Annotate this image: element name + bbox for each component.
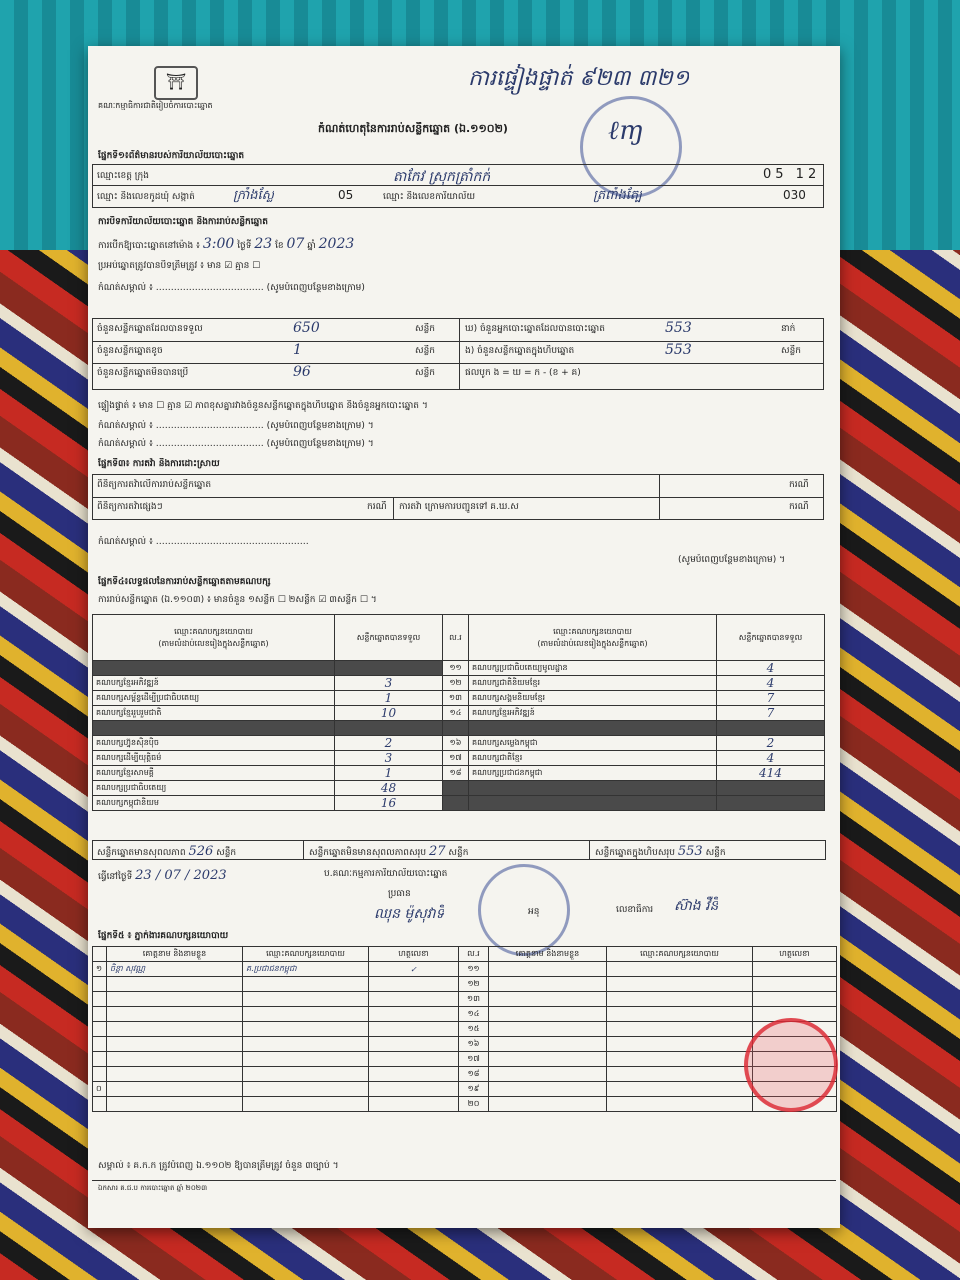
party-name: គណបក្សដើម្បីយុត្តិធម៌ <box>93 751 335 766</box>
agents-col-party: ឈ្មោះគណបក្សនយោបាយ <box>243 947 369 962</box>
secretary-signature: ស៊ាង វឺនី <box>674 898 719 914</box>
agent-no <box>93 992 107 1007</box>
note-line-1: កំណត់សម្គាល់ ៖ ……………………………… (សូមបំពេញបន្ថែមខាងក្រោម) ។ <box>98 421 374 431</box>
party-votes: 414 <box>717 766 825 781</box>
section4-title: ផ្នែកទី៤៖លទ្ធផលនៃការរាប់សន្លឹកឆ្នោតតាមគណបក្ស <box>98 577 271 587</box>
party-votes: 7 <box>717 706 825 721</box>
agent-no-right: ១៩ <box>459 1082 489 1097</box>
agents-col-party-r: ឈ្មោះគណបក្សនយោបាយ <box>607 947 753 962</box>
party-votes: 48 <box>335 781 443 796</box>
col-party-left: ឈ្មោះគណបក្សនយោបាយ (តាមលំដាប់លេខរៀងក្នុងសន្លឹកឆ្នោត) <box>93 615 335 661</box>
complaint-row2b-unit: ករណី <box>789 502 809 512</box>
nec-logo-icon: ⛩ <box>154 66 198 100</box>
count-value: 1 <box>293 342 302 358</box>
agent-row <box>93 1082 837 1097</box>
agents-col-name: គោត្តនាម និងនាមខ្លួន <box>107 947 243 962</box>
party-votes <box>335 661 443 676</box>
footer-note: សម្គាល់ ៖ គ.ក.ក ត្រូវបំពេញ ឯ.១១០២ ឱ្យបានត្រឹមត្រូវ ចំនួន ៣ច្បាប់ ។ <box>98 1161 339 1171</box>
agents-title: ផ្នែកទី៥ ៖ ភ្នាក់ងារគណបក្សនយោបាយ <box>98 931 229 941</box>
agent-party-right <box>607 1007 753 1022</box>
result-row <box>93 706 825 721</box>
agent-party-right <box>607 977 753 992</box>
agent-signature <box>369 977 459 992</box>
section1-title: ផ្នែកទី១៖ព័ត៌មានរបស់ការិយាល័យបោះឆ្នោត <box>98 151 245 161</box>
party-name: គណបក្សហ្វ៊ុនស៊ិនប៉ិច <box>93 736 335 751</box>
agent-no <box>93 1037 107 1052</box>
agent-name-right <box>489 977 607 992</box>
agent-row <box>93 1037 837 1052</box>
agent-signature <box>369 1052 459 1067</box>
agent-signature <box>369 1007 459 1022</box>
form-title: កំណត់ហេតុនៃការរាប់សន្លឹកឆ្នោត (ឯ.១១០២) <box>318 122 508 135</box>
party-name: គណបក្សប្រជាជនកម្ពុជា <box>469 766 717 781</box>
province-value: តាកែវ ស្រុកត្រាំកក់ <box>393 169 491 185</box>
agent-signature <box>369 1022 459 1037</box>
party-name: គណបក្សខ្មែរអភិវឌ្ឍន៍ <box>469 706 717 721</box>
agent-no-right: ១៥ <box>459 1022 489 1037</box>
party-votes: 2 <box>335 736 443 751</box>
party-votes: 4 <box>717 676 825 691</box>
agent-signature <box>369 1037 459 1052</box>
col-no: ល.រ <box>443 615 469 661</box>
invalid-total: សន្លឹកឆ្នោតមិនមានសុពលភាពសរុប 27 សន្លឹក <box>309 844 469 859</box>
agent-party <box>243 1082 369 1097</box>
agent-name <box>107 1022 243 1037</box>
agent-name: ចិន្តា សុវណ្ណ <box>107 962 243 977</box>
party-no: ១២ <box>443 676 469 691</box>
section4-line: ការរាប់សន្លឹកឆ្នោត (ឯ.១១០៣) ៖ មានចំនួន ១សន្លឹក ☐ ២សន្លឹក ☑ ៣សន្លឹក ☐ ។ <box>98 595 377 605</box>
agent-party <box>243 992 369 1007</box>
station-value: ត្រពាំងត្បែ <box>593 188 643 203</box>
complaint-row2a-unit: ករណី <box>367 502 387 512</box>
party-votes: 10 <box>335 706 443 721</box>
agent-no-right: ១២ <box>459 977 489 992</box>
date-year: 2023 <box>318 236 355 252</box>
agent-name-right <box>489 962 607 977</box>
party-votes: 1 <box>335 766 443 781</box>
commune-value: ក្រាំងស្លែ <box>233 188 275 203</box>
result-row <box>93 766 825 781</box>
party-name: គណបក្សខ្មែររួបរួមជាតិ <box>93 706 335 721</box>
complaints-box <box>92 474 824 520</box>
agent-signature-right <box>753 977 837 992</box>
result-row <box>93 781 825 796</box>
agent-party-right <box>607 992 753 1007</box>
agent-row <box>93 1067 837 1082</box>
party-name: គណបក្សប្រជាធិបតេយ្យ <box>93 781 335 796</box>
party-votes: 3 <box>335 751 443 766</box>
party-votes: 4 <box>717 661 825 676</box>
box-total: សន្លឹកឆ្នោតក្នុងហិបសរុប 553 សន្លឹក <box>595 844 726 859</box>
agent-no: ១ <box>93 962 107 977</box>
party-name: គណបក្សប្រជាធិបតេយ្យមូលដ្ឋាន <box>469 661 717 676</box>
party-name: គណបក្សសង្គមនិយមខ្មែរ <box>469 691 717 706</box>
party-no: ១១ <box>443 661 469 676</box>
party-votes: 7 <box>717 691 825 706</box>
agent-signature-right <box>753 992 837 1007</box>
agent-party <box>243 1067 369 1082</box>
count-label: ឃ) ចំនួនអ្នកបោះឆ្នោតដែលបានបោះឆ្នោត <box>465 324 605 334</box>
agent-no: ០ <box>93 1082 107 1097</box>
agent-name-right <box>489 1037 607 1052</box>
agent-name <box>107 1082 243 1097</box>
agent-name <box>107 1097 243 1112</box>
agent-name-right <box>489 1022 607 1037</box>
count-value: 650 <box>293 320 320 336</box>
agent-no-right: ១៧ <box>459 1052 489 1067</box>
agent-no-right: ១១ <box>459 962 489 977</box>
party-name: គណបក្សជាតិខ្មែរ <box>469 751 717 766</box>
count-label: ចំនួនសន្លឹកឆ្នោតដែលបានទទួល <box>97 324 203 334</box>
agent-party <box>243 1022 369 1037</box>
agents-col-no: ល.រ <box>459 947 489 962</box>
party-votes <box>717 796 825 811</box>
chair-signature: ឈុន ម៉ូសុវាទី <box>374 906 445 922</box>
agent-party-right <box>607 1082 753 1097</box>
agents-col-sign: ហត្ថលេខា <box>369 947 459 962</box>
party-votes <box>717 781 825 796</box>
col-party-right: ឈ្មោះគណបក្សនយោបាយ (តាមលំដាប់លេខរៀងក្នុងសន្លឹកឆ្នោត) <box>469 615 717 661</box>
commune-label: ឈ្មោះ និងលេខកូដឃុំ សង្កាត់ <box>97 192 195 202</box>
agent-row <box>93 992 837 1007</box>
result-row <box>93 796 825 811</box>
agent-no <box>93 1052 107 1067</box>
agent-name <box>107 1067 243 1082</box>
agent-signature <box>369 1082 459 1097</box>
agent-no <box>93 1067 107 1082</box>
divider <box>393 497 394 519</box>
province-label: ឈ្មោះខេត្ត ក្រុង <box>97 171 149 181</box>
complaint-row2a: ពិនិត្យការតវ៉ាផ្សេងៗ <box>97 502 163 512</box>
agent-no-right: ១៦ <box>459 1037 489 1052</box>
party-no: ១៣ <box>443 691 469 706</box>
divider <box>93 341 823 342</box>
section2-title: ការបិទការិយាល័យបោះឆ្នោត និងការរាប់សន្លឹកឆ្នោត <box>98 217 268 227</box>
party-name <box>469 721 717 736</box>
agent-party <box>243 1097 369 1112</box>
opened-line: ការបើកឱ្យបោះឆ្នោតនៅម៉ោង ៖ 3:00 ថ្ងៃទី 23 ខែ 07 ឆ្នាំ 2023 <box>98 236 355 252</box>
member-title: អនុ <box>528 907 540 917</box>
committee-title: ប.គណៈកម្មការការិយាល័យបោះឆ្នោត <box>324 869 448 879</box>
province-code: 05 12 <box>763 167 821 182</box>
agent-name-right <box>489 992 607 1007</box>
party-name: គណបក្សខ្មែរសាមគ្គី <box>93 766 335 781</box>
footer-divider <box>92 1180 836 1181</box>
agent-name-right <box>489 1052 607 1067</box>
agent-signature-right <box>753 962 837 977</box>
agent-party-right <box>607 1052 753 1067</box>
party-no: ១៤ <box>443 706 469 721</box>
party-votes: 4 <box>717 751 825 766</box>
election-form-sheet <box>88 46 840 1228</box>
commune-code: 05 <box>338 188 354 202</box>
red-official-stamp <box>744 1018 838 1112</box>
divider <box>459 319 460 389</box>
results-table <box>92 614 825 811</box>
party-name <box>93 721 335 736</box>
party-name <box>469 796 717 811</box>
result-row <box>93 751 825 766</box>
section3-note-tail: (សូមបំពេញបន្ថែមខាងក្រោម) ។ <box>678 555 786 565</box>
party-name <box>469 781 717 796</box>
agent-name-right <box>489 1097 607 1112</box>
count-label: ចំនួនសន្លឹកឆ្នោតខូច <box>97 346 163 356</box>
party-votes: 2 <box>717 736 825 751</box>
org-name: គណៈកម្មាធិការជាតិរៀបចំការបោះឆ្នោត <box>98 101 213 110</box>
agents-table-wrap <box>92 946 837 1112</box>
agent-party <box>243 977 369 992</box>
agent-party <box>243 1007 369 1022</box>
agents-col-no-left <box>93 947 107 962</box>
secretary-title: លេខាធិការ <box>616 905 654 915</box>
agent-name-right <box>489 1067 607 1082</box>
agent-party: គ.ប្រជាជនកម្ពុជា <box>243 962 369 977</box>
agent-signature <box>369 1067 459 1082</box>
handwritten-title: ការផ្ទៀងផ្ទាត់ ៩២៣ ៣២១ <box>468 66 690 91</box>
party-name <box>93 661 335 676</box>
agent-no <box>93 1007 107 1022</box>
party-no <box>443 781 469 796</box>
date-day: 23 <box>254 236 273 252</box>
agent-no-right: ១៣ <box>459 992 489 1007</box>
agent-name-right <box>489 1007 607 1022</box>
date-month: 07 <box>286 236 305 252</box>
agent-row <box>93 977 837 992</box>
agent-signature <box>369 992 459 1007</box>
results-table-wrap <box>92 614 825 811</box>
count-value: 553 <box>665 320 692 336</box>
party-no: ១៦ <box>443 736 469 751</box>
agent-name <box>107 977 243 992</box>
section2-note: កំណត់សម្គាល់ ៖ ……………………………… (សូមបំពេញបន្ថែមខាងក្រោម) <box>98 283 365 293</box>
agent-party-right <box>607 1097 753 1112</box>
complaint-row1-unit: ករណី <box>789 480 809 490</box>
ballot-count-box <box>92 318 824 390</box>
totals-row <box>92 840 826 860</box>
result-row <box>93 661 825 676</box>
party-no: ១៨ <box>443 766 469 781</box>
party-votes: 3 <box>335 676 443 691</box>
agent-no-right: ២០ <box>459 1097 489 1112</box>
count-value: 553 <box>665 342 692 358</box>
party-name: គណបក្សខ្មែរអភិវឌ្ឍន៍ <box>93 676 335 691</box>
col-votes-left: សន្លឹកឆ្នោតបានទទួល <box>335 615 443 661</box>
section3-note: កំណត់សម្គាល់ ៖ …………………………………………… <box>98 537 309 547</box>
agent-row <box>93 1007 837 1022</box>
agent-name-right <box>489 1082 607 1097</box>
agent-name <box>107 992 243 1007</box>
agent-name <box>107 1052 243 1067</box>
section3-subtitle: ផ្នែកទី៣៖ ការតវ៉ា និងការដោះស្រាយ <box>98 459 220 469</box>
divider <box>93 185 823 186</box>
divider <box>589 841 590 859</box>
party-no <box>443 721 469 736</box>
agent-row <box>93 1097 837 1112</box>
agent-name <box>107 1037 243 1052</box>
agent-row <box>93 1022 837 1037</box>
result-row <box>93 736 825 751</box>
agent-no <box>93 977 107 992</box>
divider <box>303 841 304 859</box>
agent-no-right: ១៨ <box>459 1067 489 1082</box>
party-name: គណបក្សសម្ព័ន្ធដើម្បីប្រជាធិបតេយ្យ <box>93 691 335 706</box>
result-row <box>93 721 825 736</box>
initials-signature: ℓɱ <box>608 116 644 146</box>
agent-row <box>93 1052 837 1067</box>
agent-name <box>107 1007 243 1022</box>
location-box <box>92 164 824 208</box>
party-votes <box>335 721 443 736</box>
station-label: ឈ្មោះ និងលេខការិយាល័យ <box>383 192 476 202</box>
count-label: ផលបូក ង = ឃ = ក - (ខ + គ) <box>465 368 581 378</box>
party-votes: 1 <box>335 691 443 706</box>
agent-party <box>243 1037 369 1052</box>
party-name: គណបក្សកម្ពុជានិយម <box>93 796 335 811</box>
result-row <box>93 691 825 706</box>
complaint-row1: ពិនិត្យការតវ៉ាលើការរាប់សន្លឹកឆ្នោត <box>97 480 212 490</box>
agents-col-sign-r: ហត្ថលេខា <box>753 947 837 962</box>
agent-no-right: ១៤ <box>459 1007 489 1022</box>
chair-title: ប្រធាន <box>388 889 411 899</box>
box-check-line: ប្រអប់ឆ្នោតត្រូវបានបិទត្រឹមត្រូវ ៖ មាន ☑ គ្មាន ☐ <box>98 261 261 271</box>
signing-date: ធ្វើនៅថ្ងៃទី 23 / 07 / 2023 <box>98 868 227 883</box>
footer-small: ឯកសារ គ.ជ.ប ការបោះឆ្នោត ឆ្នាំ ២០២៣ <box>98 1184 208 1192</box>
note-line-2: កំណត់សម្គាល់ ៖ ……………………………… (សូមបំពេញបន្ថែមខាងក្រោម) ។ <box>98 439 374 449</box>
blue-stamp-committee <box>478 864 570 956</box>
agent-party-right <box>607 962 753 977</box>
complaint-row2b: ការតវ៉ា ក្រោមការបញ្ជូនទៅ គ.ឃ.ស <box>399 502 519 512</box>
station-code: 030 <box>783 188 806 202</box>
divider <box>93 497 823 498</box>
party-no: ១៧ <box>443 751 469 766</box>
agent-no <box>93 1022 107 1037</box>
party-no <box>443 796 469 811</box>
count-value: 96 <box>293 364 311 380</box>
party-votes <box>717 721 825 736</box>
discrepancy-line: ផ្ទៀងផ្ទាត់ ៖ មាន ☐ គ្មាន ☑ ភាពខុសគ្នារវាងចំនួនសន្លឹកឆ្នោតក្នុងហិបឆ្នោត និងចំនួនអ្នកបោះឆ្នោត ។ <box>98 401 428 411</box>
col-votes-right: សន្លឹកឆ្នោតបានទទួល <box>717 615 825 661</box>
agent-no <box>93 1097 107 1112</box>
time-value: 3:00 <box>202 236 235 252</box>
count-unit: នាក់ <box>781 324 796 334</box>
result-row <box>93 676 825 691</box>
agents-table <box>92 946 837 1112</box>
party-votes: 16 <box>335 796 443 811</box>
agents-col-name-r: គោត្តនាម និងនាមខ្លួន <box>489 947 607 962</box>
divider <box>93 363 823 364</box>
count-unit: សន្លឹក <box>781 346 801 356</box>
agent-party-right <box>607 1067 753 1082</box>
agent-signature <box>369 1097 459 1112</box>
count-unit: សន្លឹក <box>415 324 435 334</box>
agent-signature: ✓ <box>369 962 459 977</box>
count-label: ចំនួនសន្លឹកឆ្នោតមិនបានប្រើ <box>97 368 189 378</box>
agent-row <box>93 962 837 977</box>
count-unit: សន្លឹក <box>415 346 435 356</box>
valid-total: សន្លឹកឆ្នោតមានសុពលភាព 526 សន្លឹក <box>97 844 237 859</box>
agent-party-right <box>607 1022 753 1037</box>
agent-party-right <box>607 1037 753 1052</box>
count-label: ង) ចំនួនសន្លឹកឆ្នោតក្នុងហិបឆ្នោត <box>465 346 575 356</box>
agent-party <box>243 1052 369 1067</box>
party-name: គណបក្សជាតិនិយមខ្មែរ <box>469 676 717 691</box>
count-unit: សន្លឹក <box>415 368 435 378</box>
party-name: គណបក្សសម្លេងកម្ពុជា <box>469 736 717 751</box>
